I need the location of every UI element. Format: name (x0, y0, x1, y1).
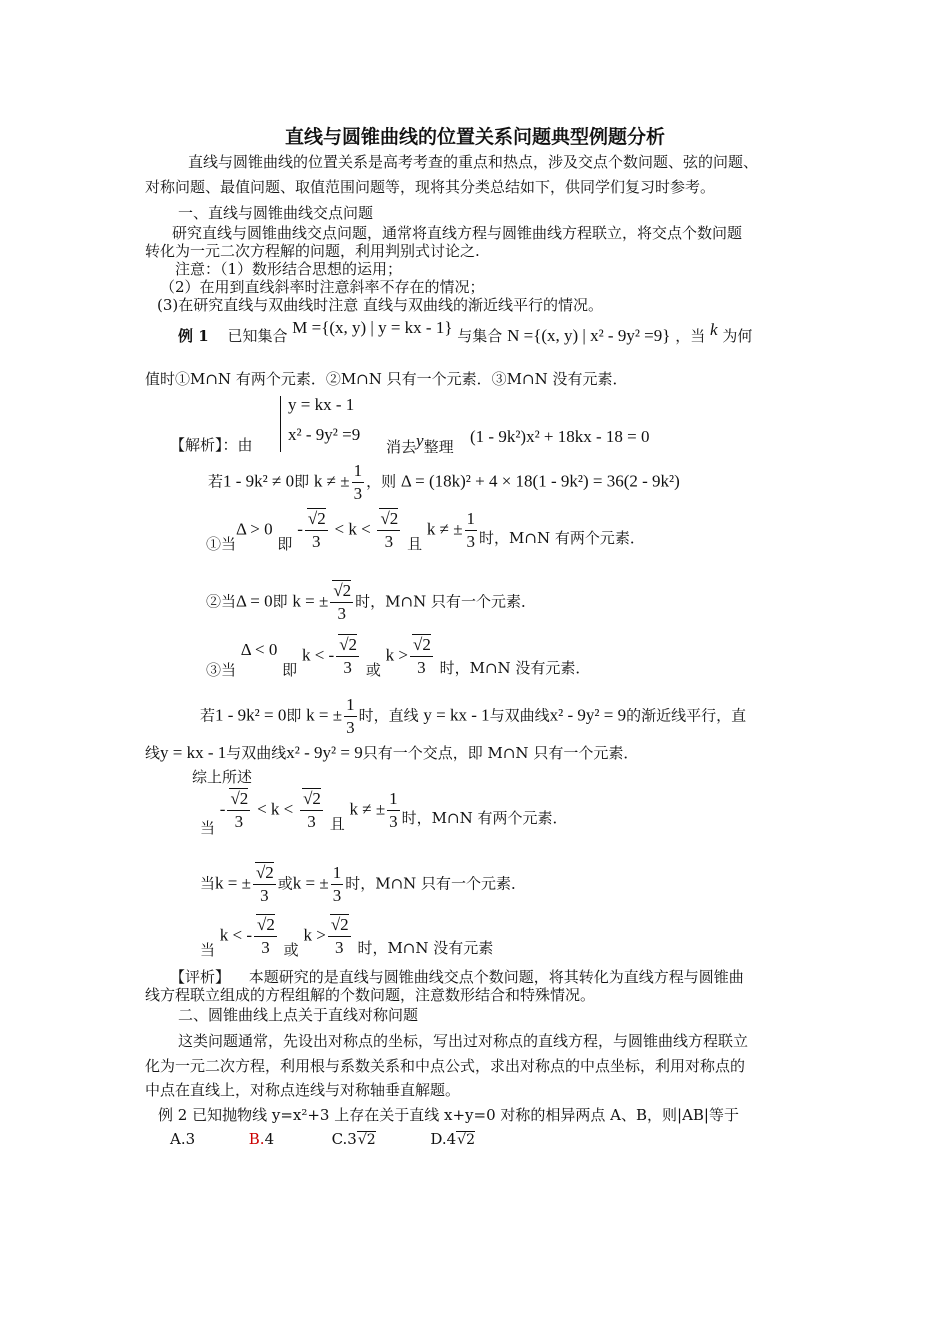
case-nonzero: 若1 - 9k² ≠ 0即 k ≠ ± $\frac{1}{3}$ ，则 Δ = (18k)² + 4 × 18(1 - 9k²) = 36(2 - 9k²) (208, 461, 680, 503)
system-eq-2: x² - 9y² =9 (288, 425, 361, 444)
section2-paragraph-1: 这类问题通常，先设出对称点的坐标，写出过对称点的直线方程，与圆锥曲线方程联立 (178, 1032, 749, 1050)
intro-line-2: 对称问题、最值问题、取值范围问题等，现将其分类总结如下，供同学们复习时参考。 (145, 178, 716, 196)
case-3: ③当 Δ < 0 即 k < - $\frac{√2}{3}$ 或 k > $\frac{√2}{3}$ 时，M∩N 没有元素． (206, 635, 591, 679)
system-eq-1: y = kx - 1 (288, 395, 355, 414)
example1-statement: 例 1 已知集合 M ={(x, y) | y = kx - 1} 与集合 N ={(x, y) | x² - 9y² =9} ，当 k 为何 (178, 318, 753, 345)
case-zero: 若1 - 9k² = 0即 k = ± $\frac{1}{3}$ 时，直线 y = kx - 1与双曲线x² - 9y² = 9的渐近线平行，直 (200, 695, 747, 737)
section2-paragraph-3: 中点在直线上，对称点连线与对称轴垂直解题。 (145, 1081, 461, 1099)
comment-line-2: 线方程联立组成的方程组解的个数问题，注意数形结合和特殊情况。 (145, 986, 596, 1004)
summary-2: 当k = ± $\frac{√2}{3}$ 或k = ± $\frac{1}{3}$ 时，M∩N 只有一个元素． (200, 863, 527, 905)
page-title: 直线与圆锥曲线的位置关系问题典型例题分析 (284, 126, 665, 148)
section2-paragraph-2: 化为一元二次方程，利用根与系数关系和中点公式，求出对称点的中点坐标，利用对称点的 (145, 1057, 746, 1075)
case-2: ②当Δ = 0即 k = ± $\frac{√2}{3}$ 时，M∩N 只有一个元素． (206, 581, 536, 623)
case-1: ①当Δ > 0 即 - $\frac{√2}{3}$ < k < $\frac{√2}{3}$ 且 k ≠ ± $\frac{1}{3}$ 时，M∩N 有两个元素． (206, 509, 645, 553)
set-n: N ={(x, y) | x² - 9y² =9} (507, 326, 671, 345)
section2-heading: 二、圆锥曲线上点关于直线对称问题 (178, 1006, 419, 1024)
quadratic-equation: (1 - 9k²)x² + 18kx - 18 = 0 (470, 427, 650, 446)
note-2: （2）在用到直线斜率时注意斜率不存在的情况； (160, 278, 485, 296)
example2-statement: 例 2 已知抛物线 y=x²+3 上存在关于直线 x+y=0 对称的相异两点 A、B，则|AB|等于 (158, 1106, 739, 1124)
section1-paragraph-2: 转化为一元二次方程解的问题，利用判别式讨论之. (145, 242, 480, 260)
equation-brace (280, 396, 281, 452)
summary-3: 当 k < - $\frac{√2}{3}$ 或 k > $\frac{√2}{3}$ 时，M∩N 没有元素 (200, 915, 494, 959)
summary-1: 当 - $\frac{√2}{3}$ < k < $\frac{√2}{3}$ 且 k ≠ ± $\frac{1}{3}$ 时，M∩N 有两个元素． (200, 789, 568, 837)
comment-line-1: 【评析】 本题研究的是直线与圆锥曲线交点个数问题，将其转化为直线方程与圆锥曲 (170, 968, 744, 986)
solution-label: 【解析】：由 (170, 436, 253, 454)
option-c[interactable]: C.3√2 (331, 1130, 376, 1148)
example1-label: 例 1 (178, 327, 209, 345)
section1-heading: 一、直线与圆锥曲线交点问题 (178, 204, 374, 222)
option-a[interactable]: A.3 (170, 1130, 196, 1148)
answer-options (170, 1128, 510, 1151)
summary-heading: 综上所述 (192, 768, 253, 786)
option-b[interactable]: B.4 (248, 1130, 275, 1148)
note-1: 注意：（1）数形结合思想的运用； (175, 260, 403, 278)
intro-line-1: 直线与圆锥曲线的位置关系是高考考查的重点和热点，涉及交点个数问题、弦的问题、 (188, 153, 759, 171)
note-3: (3)在研究直线与双曲线时注意 直线与双曲线的渐近线平行的情况。 (157, 296, 604, 314)
comment-label: 【评析】 (170, 968, 231, 986)
section1-paragraph-1: 研究直线与圆锥曲线交点问题，通常将直线方程与圆锥曲线方程联立，将交点个数问题 (172, 224, 743, 242)
example1-questions: 值时①M∩N 有两个元素．②M∩N 只有一个元素．③M∩N 没有元素． (145, 370, 628, 388)
discriminant: Δ = (18k)² + 4 × 18(1 - 9k²) = 36(2 - 9k²) (400, 471, 680, 491)
option-d[interactable]: D.4√2 (430, 1130, 475, 1148)
set-m: M ={(x, y) | y = kx - 1} (292, 318, 453, 337)
case-zero-continued: 线y = kx - 1与双曲线x² - 9y² = 9只有一个交点，即 M∩N 只有一个元素． (145, 743, 639, 762)
